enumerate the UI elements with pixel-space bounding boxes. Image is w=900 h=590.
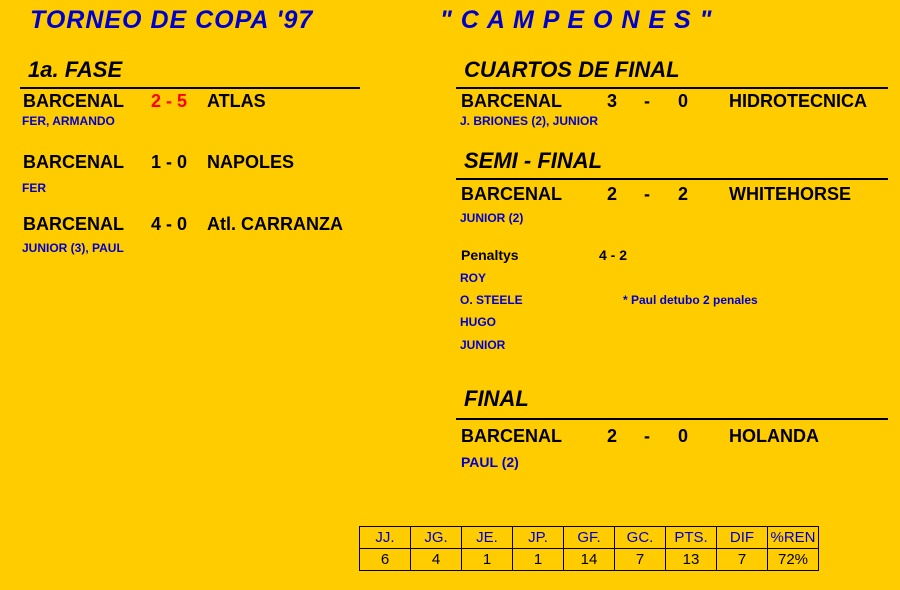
penalty-taker: JUNIOR xyxy=(460,338,506,352)
home-team: BARCENAL xyxy=(23,91,124,111)
penalty-taker: HUGO xyxy=(460,315,496,329)
home-goals: 2 xyxy=(607,184,618,204)
goal-scorers: JUNIOR (3), PAUL xyxy=(22,241,124,255)
score-dash: - xyxy=(644,184,650,204)
score-dash: - xyxy=(644,91,650,111)
penalty-taker: O. STEELE xyxy=(460,293,523,307)
final-title: FINAL xyxy=(464,386,529,411)
goal-scorers: J. BRIONES (2), JUNIOR xyxy=(460,114,599,128)
semi-final-title: SEMI - FINAL xyxy=(464,148,603,173)
semi-final-rule xyxy=(456,178,888,180)
away-team: NAPOLES xyxy=(207,152,295,172)
first-phase-title: 1a. FASE xyxy=(28,57,123,82)
stat-header: %REN xyxy=(768,527,819,549)
home-team: BARCENAL xyxy=(461,184,562,204)
match-score: 4 - 0 xyxy=(151,214,188,234)
away-team: Atl. CARRANZA xyxy=(207,214,343,234)
stat-value: 1 xyxy=(462,549,513,571)
penalties-score: 4 - 2 xyxy=(599,247,628,263)
away-team: HOLANDA xyxy=(729,426,819,446)
stat-header: JP. xyxy=(513,527,564,549)
goal-scorers: JUNIOR (2) xyxy=(460,211,524,225)
match-score: 2 - 5 xyxy=(151,91,188,111)
away-team: WHITEHORSE xyxy=(729,184,852,204)
quarter-final-title: CUARTOS DE FINAL xyxy=(464,57,680,82)
stat-header: PTS. xyxy=(666,527,717,549)
goal-scorers: PAUL (2) xyxy=(461,454,519,470)
stat-value: 7 xyxy=(615,549,666,571)
stat-value: 4 xyxy=(411,549,462,571)
home-goals: 3 xyxy=(607,91,618,111)
penalties-label: Penaltys xyxy=(461,247,519,263)
stat-header: JE. xyxy=(462,527,513,549)
stat-header: GC. xyxy=(615,527,666,549)
stat-header: JJ. xyxy=(360,527,411,549)
home-team: BARCENAL xyxy=(23,152,124,172)
away-goals: 0 xyxy=(678,91,689,111)
stat-header: JG. xyxy=(411,527,462,549)
stat-value: 1 xyxy=(513,549,564,571)
penalty-note: * Paul detubo 2 penales xyxy=(623,293,758,307)
stat-value: 72% xyxy=(768,549,819,571)
away-goals: 2 xyxy=(678,184,689,204)
away-goals: 0 xyxy=(678,426,689,446)
stat-header: DIF xyxy=(717,527,768,549)
home-team: BARCENAL xyxy=(461,91,562,111)
home-team: BARCENAL xyxy=(461,426,562,446)
away-team: ATLAS xyxy=(207,91,266,111)
first-phase-rule xyxy=(20,87,360,89)
goal-scorers: FER xyxy=(22,181,46,195)
stats-table xyxy=(359,526,819,571)
stats-header-row xyxy=(360,527,819,549)
goal-scorers: FER, ARMANDO xyxy=(22,114,115,128)
score-dash: - xyxy=(644,426,650,446)
tournament-title: TORNEO DE COPA '97 xyxy=(30,6,314,34)
match-score: 1 - 0 xyxy=(151,152,188,172)
stat-value: 6 xyxy=(360,549,411,571)
home-team: BARCENAL xyxy=(23,214,124,234)
stat-value: 13 xyxy=(666,549,717,571)
stat-header: GF. xyxy=(564,527,615,549)
stats-value-row xyxy=(360,549,819,571)
stat-value: 7 xyxy=(717,549,768,571)
quarter-final-rule xyxy=(456,87,888,89)
final-rule xyxy=(456,418,888,420)
away-team: HIDROTECNICA xyxy=(729,91,867,111)
penalty-taker: ROY xyxy=(460,271,487,285)
champions-title: " C A M P E O N E S " xyxy=(440,6,713,34)
stat-value: 14 xyxy=(564,549,615,571)
home-goals: 2 xyxy=(607,426,618,446)
